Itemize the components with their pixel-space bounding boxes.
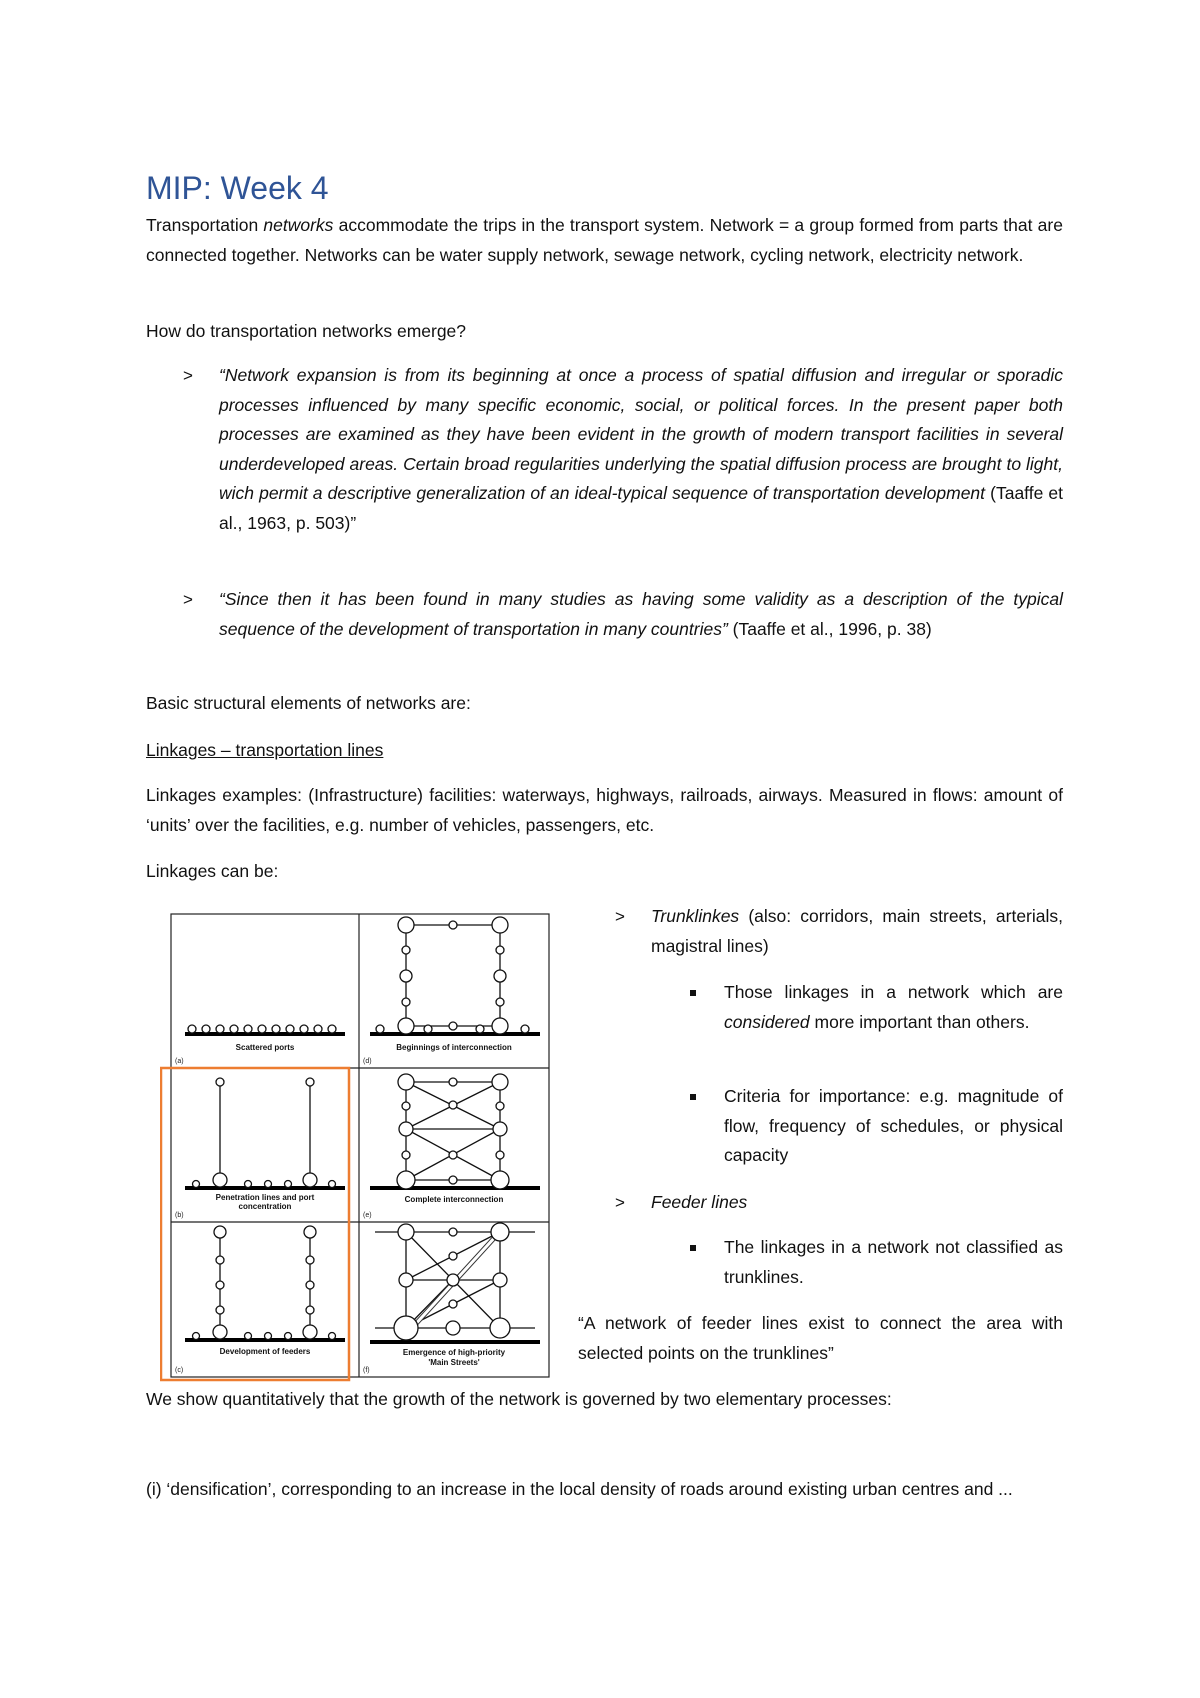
label-d: (d): [363, 1058, 372, 1065]
question-text: How do transportation networks emerge?: [146, 321, 467, 341]
caption-f-2: 'Main Streets': [428, 1358, 480, 1367]
trunk-lines-item: [651, 902, 1063, 961]
trunk-sub-1: [724, 978, 1063, 1037]
page-title: MIP: Week 4: [146, 170, 329, 206]
quote-2-text: “Since then it has been found in many studies as having some validity as a description of the typical sequence of the development of transportation in many countries”: [219, 589, 1063, 639]
square-bullet-icon: [690, 1094, 696, 1100]
quote-2: [219, 585, 1063, 644]
we-show-text: We show quantitatively that the growth of the network is governed by two elementary processes:: [146, 1389, 892, 1409]
linkages-examples: Linkages examples: (Infrastructure) facilities: waterways, highways, railroads, airways. Measured in flows: amount of ‘units’ over the facilities, e.g. number of vehicles, passengers, etc.: [146, 785, 1063, 835]
square-bullet-icon: [690, 1245, 696, 1251]
label-c: (c): [175, 1367, 184, 1374]
trunk-term: Trunklinkes: [651, 906, 740, 926]
panel-b-network: [193, 1078, 336, 1188]
basic-elements-text: Basic structural elements of networks are:: [146, 693, 471, 713]
trunk-description: (also: corridors, main streets, arterials, magistral lines): [651, 906, 1063, 956]
bullet-chevron-icon: >: [615, 1193, 625, 1212]
label-e: (e): [363, 1212, 372, 1219]
intro-text: Transportation: [146, 215, 264, 235]
densification-text: (i) ‘densification’, corresponding to an increase in the local density of roads around existing urban centres and ...: [146, 1479, 1013, 1499]
panel-c-network: [193, 1226, 336, 1340]
linkages-can-be: Linkages can be:: [146, 861, 279, 881]
panel-f-network: [375, 1223, 535, 1340]
caption-b-1: Penetration lines and port: [215, 1193, 315, 1202]
bullet-chevron-icon: >: [183, 366, 193, 385]
trunk-sub-1-rest: more important than others.: [809, 1011, 1030, 1032]
panel-d-network: [376, 917, 529, 1034]
intro-paragraph: [146, 211, 1063, 270]
quote-1-citation: (Taaffe et al., 1963, p. 503)”: [219, 483, 1063, 533]
square-bullet-icon: [690, 990, 696, 996]
intro-italic: networks: [263, 215, 334, 235]
linkages-heading-text: Linkages – transportation lines: [146, 740, 384, 760]
trunk-sub-1-italic: considered: [724, 1011, 810, 1032]
panel-e-network: [397, 1074, 509, 1189]
panel-a-ports: [188, 1025, 336, 1033]
caption-e: Complete interconnection: [404, 1195, 504, 1204]
quote-1-text: “Network expansion is from its beginning at once a process of spatial diffusion and irregular or sporadic processes influenced by many specific economic, social, or political forces. In the present paper both processes are examined as they have been evident in the growth of modern transport facilities in several underdeveloped areas. Certain broad regularities underlying the spatial diffusion process are brought to light, wich permit a descriptive generalization of an ideal-typical sequence of transportation development: [219, 365, 1063, 503]
network-development-figure: [160, 910, 560, 1390]
quote-2-citation: (Taaffe et al., 1996, p. 38): [727, 618, 932, 639]
caption-d: Beginnings of interconnection: [396, 1043, 512, 1052]
feeder-sub-1: The linkages in a network not classified as trunklines.: [724, 1237, 1063, 1287]
bullet-chevron-icon: >: [615, 907, 625, 926]
caption-b-2: concentration: [238, 1202, 292, 1211]
label-a: (a): [175, 1058, 184, 1065]
bullet-chevron-icon: >: [183, 590, 193, 609]
linkages-heading: [146, 736, 1063, 766]
label-b: (b): [175, 1212, 184, 1219]
intro-text-rest: accommodate the trips in the transport system. Network = a group formed from parts that are connected together. Networks can be water supply network, sewage network, cycling network, electricity network.: [146, 215, 1063, 265]
caption-c: Development of feeders: [219, 1347, 311, 1356]
trunk-sub-2: Criteria for importance: e.g. magnitude of flow, frequency of schedules, or physical capacity: [724, 1086, 1063, 1165]
feeder-lines-item: [651, 1188, 1063, 1218]
coastlines: [185, 1034, 540, 1342]
highlight-box: [161, 1068, 349, 1380]
caption-a: Scattered ports: [235, 1043, 295, 1052]
caption-f-1: Emergence of high-priority: [402, 1348, 506, 1357]
quote-1: [219, 361, 1063, 538]
label-f: (f): [363, 1367, 370, 1374]
trunk-sub-1-text: Those linkages in a network which are: [724, 982, 1063, 1002]
figure-frame: [171, 914, 549, 1377]
feeder-quote: “A network of feeder lines exist to connect the area with selected points on the trunklines”: [578, 1313, 1063, 1363]
feeder-term: Feeder lines: [651, 1192, 748, 1212]
